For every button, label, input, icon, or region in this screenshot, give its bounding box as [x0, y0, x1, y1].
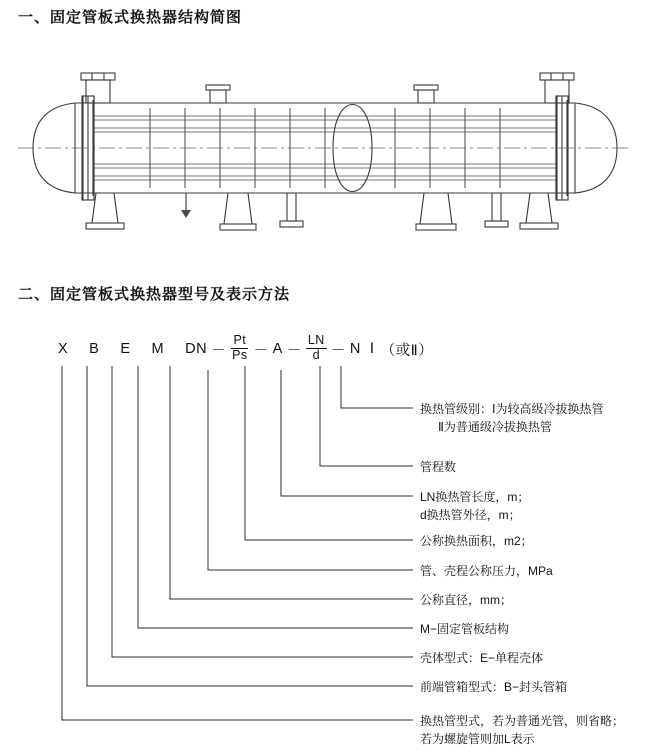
code-token-pt: Pt — [233, 333, 247, 348]
callout-nominal-pressure: 管、壳程公称压力，MPa — [420, 564, 553, 578]
callout-tube-grade-line1: 换热管级别：Ⅰ为较高级冷拔换热管 — [420, 402, 604, 416]
code-dash-3: － — [286, 342, 302, 359]
code-token-m: M — [151, 341, 165, 357]
callout-nominal-heat-area: 公称换热面积，m2； — [420, 534, 533, 548]
callout-tube-pass-number: 管程数 — [420, 460, 457, 474]
code-token-x: X — [58, 341, 69, 357]
code-token-grade: Ⅰ — [369, 341, 375, 357]
callout-tube-type-line2: 若为螺旋管则加L表示 — [420, 732, 535, 746]
callout-tube-length: LN换热管长度，m； — [420, 490, 530, 504]
code-token-ps: Ps — [232, 347, 248, 362]
code-token-grade-alt: （或Ⅱ） — [380, 342, 434, 359]
code-token-ln: LN — [307, 333, 325, 348]
code-token-b: B — [89, 341, 100, 357]
code-dash-2: － — [253, 342, 269, 359]
code-token-d: d — [312, 347, 321, 362]
callout-shell-type: 壳体型式：E−单程壳体 — [420, 651, 544, 665]
heat-exchanger-structure-diagram — [0, 28, 650, 238]
section-title-structure: 一、固定管板式换热器结构简图 — [18, 9, 243, 26]
code-token-dn: DN — [185, 341, 208, 357]
code-dash-4: － — [330, 342, 346, 359]
code-token-n: N — [349, 341, 361, 357]
model-designation-diagram — [0, 318, 650, 748]
callout-tube-grade-line2: Ⅱ为普通级冷拔换热管 — [438, 420, 552, 434]
callout-tube-type-line1: 换热管型式，若为普通光管，则省略； — [420, 714, 625, 728]
callout-nominal-diameter: 公称直径，mm； — [420, 593, 512, 607]
callout-front-head-type: 前端管箱型式：B−封头管箱 — [420, 680, 568, 694]
code-dash-1: － — [211, 342, 227, 359]
code-token-e: E — [120, 341, 131, 357]
callout-tube-outer-diameter: d换热管外径，m； — [420, 508, 521, 522]
section-title-designation: 二、固定管板式换热器型号及表示方法 — [18, 286, 291, 303]
callout-fixed-tubesheet: M−固定管板结构 — [420, 622, 510, 636]
code-token-a: A — [272, 341, 283, 357]
